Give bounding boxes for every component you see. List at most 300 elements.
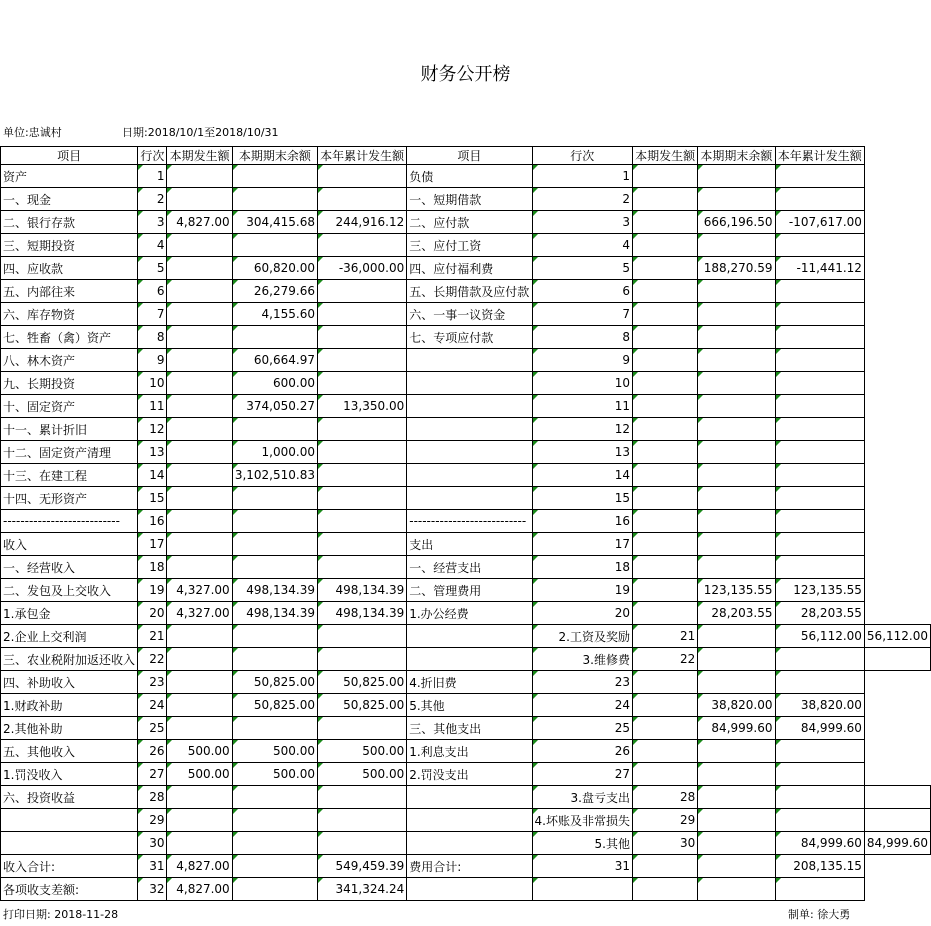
left-ytd-amount-cell xyxy=(317,280,406,303)
left-item-cell: 四、应收款 xyxy=(1,257,138,280)
right-row-no-cell: 4 xyxy=(532,234,632,257)
left-ending-balance-cell xyxy=(232,717,317,740)
right-ending-balance-cell: 666,196.50 xyxy=(698,211,775,234)
right-item-cell: 56,112.00 xyxy=(864,625,930,648)
left-item-cell: 2.企业上交利润 xyxy=(1,625,138,648)
right-current-amount-cell xyxy=(632,763,697,786)
left-ytd-amount-cell xyxy=(317,533,406,556)
left-ending-balance-cell: 60,820.00 xyxy=(232,257,317,280)
left-ending-balance-cell xyxy=(232,510,317,533)
left-ytd-amount-cell xyxy=(317,349,406,372)
right-row-no-cell: 11 xyxy=(532,395,632,418)
right-ytd-amount-cell xyxy=(775,188,864,211)
column-header: 本期期末余额 xyxy=(232,147,317,165)
table-row xyxy=(1,418,931,441)
left-current-amount-cell xyxy=(167,395,232,418)
date-label: 日期: xyxy=(122,126,148,139)
right-current-amount-cell xyxy=(632,740,697,763)
left-row-no-cell: 6 xyxy=(138,280,167,303)
right-item-cell: 1.利息支出 xyxy=(407,740,532,763)
right-row-no-cell: 10 xyxy=(532,372,632,395)
right-current-amount-cell: 30 xyxy=(632,832,697,855)
left-current-amount-cell xyxy=(167,556,232,579)
left-ytd-amount-cell xyxy=(317,510,406,533)
right-current-amount-cell xyxy=(632,234,697,257)
left-row-no-cell: 5 xyxy=(138,257,167,280)
column-header: 项目 xyxy=(407,147,532,165)
right-current-amount-cell xyxy=(632,602,697,625)
left-item-cell: 十二、固定资产清理 xyxy=(1,441,138,464)
right-ending-balance-cell xyxy=(698,809,775,832)
right-current-amount-cell: 21 xyxy=(632,625,697,648)
left-row-no-cell: 27 xyxy=(138,763,167,786)
right-ending-balance-cell xyxy=(698,418,775,441)
right-row-no-cell: 17 xyxy=(532,533,632,556)
left-ytd-amount-cell: 341,324.24 xyxy=(317,878,406,901)
table-row xyxy=(1,326,931,349)
right-item-cell: 一、经营支出 xyxy=(407,556,532,579)
left-item-cell: 二、发包及上交收入 xyxy=(1,579,138,602)
left-current-amount-cell xyxy=(167,303,232,326)
left-item-cell: --------------------------- xyxy=(1,510,138,533)
table-row xyxy=(1,625,931,648)
left-ending-balance-cell xyxy=(232,855,317,878)
left-ytd-amount-cell xyxy=(317,234,406,257)
right-ending-balance-cell xyxy=(698,303,775,326)
left-row-no-cell: 16 xyxy=(138,510,167,533)
right-current-amount-cell xyxy=(632,326,697,349)
right-row-no-cell: 3.盘亏支出 xyxy=(532,786,632,809)
right-current-amount-cell xyxy=(632,510,697,533)
right-ytd-amount-cell: 84,999.60 xyxy=(775,717,864,740)
left-ending-balance-cell xyxy=(232,625,317,648)
table-row xyxy=(1,234,931,257)
right-current-amount-cell xyxy=(632,671,697,694)
right-ending-balance-cell xyxy=(698,625,775,648)
left-ending-balance-cell: 3,102,510.83 xyxy=(232,464,317,487)
right-row-no-cell: 9 xyxy=(532,349,632,372)
left-ytd-amount-cell: 244,916.12 xyxy=(317,211,406,234)
right-row-no-cell xyxy=(532,878,632,901)
right-ytd-amount-cell xyxy=(775,809,864,832)
right-ytd-amount-cell: -107,617.00 xyxy=(775,211,864,234)
right-ytd-amount-cell xyxy=(775,372,864,395)
left-item-cell: 各项收支差额: xyxy=(1,878,138,901)
left-row-no-cell: 31 xyxy=(138,855,167,878)
right-row-no-cell: 25 xyxy=(532,717,632,740)
left-ending-balance-cell xyxy=(232,786,317,809)
right-item-cell: 1.办公经费 xyxy=(407,602,532,625)
left-item-cell: 六、投资收益 xyxy=(1,786,138,809)
left-ytd-amount-cell xyxy=(317,188,406,211)
right-current-amount-cell xyxy=(632,418,697,441)
right-current-amount-cell xyxy=(632,349,697,372)
right-row-no-cell: 14 xyxy=(532,464,632,487)
left-row-no-cell: 28 xyxy=(138,786,167,809)
left-ytd-amount-cell xyxy=(317,832,406,855)
left-ending-balance-cell: 374,050.27 xyxy=(232,395,317,418)
column-header: 项目 xyxy=(1,147,138,165)
table-row xyxy=(1,372,931,395)
unit-info xyxy=(3,124,62,140)
left-item-cell: 一、现金 xyxy=(1,188,138,211)
left-current-amount-cell xyxy=(167,625,232,648)
left-item-cell: 1.罚没收入 xyxy=(1,763,138,786)
left-ytd-amount-cell: 500.00 xyxy=(317,740,406,763)
table-row xyxy=(1,671,931,694)
right-ending-balance-cell xyxy=(698,441,775,464)
left-row-no-cell: 30 xyxy=(138,832,167,855)
right-ytd-amount-cell: 56,112.00 xyxy=(775,625,864,648)
right-ytd-amount-cell xyxy=(775,487,864,510)
right-ytd-amount-cell xyxy=(775,740,864,763)
left-ytd-amount-cell xyxy=(317,786,406,809)
left-current-amount-cell xyxy=(167,165,232,188)
right-row-no-cell: 2.工资及奖励 xyxy=(532,625,632,648)
left-row-no-cell: 13 xyxy=(138,441,167,464)
table-row xyxy=(1,556,931,579)
table-row xyxy=(1,211,931,234)
maker xyxy=(788,906,850,922)
right-ending-balance-cell xyxy=(698,280,775,303)
right-item-cell: 二、管理费用 xyxy=(407,579,532,602)
right-ytd-amount-cell: 208,135.15 xyxy=(775,855,864,878)
right-ytd-amount-cell xyxy=(775,418,864,441)
left-item-cell: 八、林木资产 xyxy=(1,349,138,372)
right-ytd-amount-cell: 84,999.60 xyxy=(775,832,864,855)
left-row-no-cell: 17 xyxy=(138,533,167,556)
column-header: 本期期末余额 xyxy=(698,147,775,165)
left-row-no-cell: 8 xyxy=(138,326,167,349)
right-ytd-amount-cell xyxy=(775,280,864,303)
left-ending-balance-cell xyxy=(232,418,317,441)
left-current-amount-cell xyxy=(167,717,232,740)
right-current-amount-cell xyxy=(632,303,697,326)
left-current-amount-cell xyxy=(167,257,232,280)
right-item-cell xyxy=(407,349,532,372)
page-title: 财务公开榜 xyxy=(420,64,511,85)
left-ending-balance-cell xyxy=(232,326,317,349)
right-ending-balance-cell xyxy=(698,165,775,188)
left-current-amount-cell: 4,827.00 xyxy=(167,855,232,878)
table-row xyxy=(1,533,931,556)
right-item-cell xyxy=(407,878,532,901)
left-ending-balance-cell: 60,664.97 xyxy=(232,349,317,372)
print-date-value: 2018-11-28 xyxy=(54,908,119,921)
left-item-cell: 三、短期投资 xyxy=(1,234,138,257)
left-item-cell: 1.承包金 xyxy=(1,602,138,625)
right-item-cell: --------------------------- xyxy=(407,510,532,533)
right-current-amount-cell xyxy=(632,280,697,303)
right-ending-balance-cell xyxy=(698,648,775,671)
left-current-amount-cell xyxy=(167,510,232,533)
left-ytd-amount-cell xyxy=(317,556,406,579)
right-current-amount-cell xyxy=(632,579,697,602)
maker-value: 徐大勇 xyxy=(817,908,851,921)
right-row-no-cell: 6 xyxy=(532,280,632,303)
right-row-no-cell: 27 xyxy=(532,763,632,786)
print-date-label: 打印日期: xyxy=(3,908,51,921)
left-ytd-amount-cell xyxy=(317,165,406,188)
left-ytd-amount-cell xyxy=(317,717,406,740)
right-ytd-amount-cell: 28,203.55 xyxy=(775,602,864,625)
right-row-no-cell: 18 xyxy=(532,556,632,579)
left-ending-balance-cell: 304,415.68 xyxy=(232,211,317,234)
table-row xyxy=(1,855,931,878)
left-current-amount-cell xyxy=(167,188,232,211)
right-current-amount-cell xyxy=(632,165,697,188)
left-ending-balance-cell: 498,134.39 xyxy=(232,602,317,625)
right-current-amount-cell xyxy=(632,464,697,487)
table-row xyxy=(1,878,931,901)
left-ytd-amount-cell: -36,000.00 xyxy=(317,257,406,280)
right-current-amount-cell xyxy=(632,487,697,510)
left-ending-balance-cell xyxy=(232,648,317,671)
left-ending-balance-cell: 1,000.00 xyxy=(232,441,317,464)
right-current-amount-cell: 22 xyxy=(632,648,697,671)
left-current-amount-cell: 4,327.00 xyxy=(167,579,232,602)
right-row-no-cell: 3 xyxy=(532,211,632,234)
left-row-no-cell: 24 xyxy=(138,694,167,717)
left-ytd-amount-cell: 50,825.00 xyxy=(317,671,406,694)
left-current-amount-cell: 500.00 xyxy=(167,740,232,763)
left-current-amount-cell: 4,827.00 xyxy=(167,211,232,234)
left-ending-balance-cell xyxy=(232,234,317,257)
right-row-no-cell: 12 xyxy=(532,418,632,441)
left-item-cell: 五、内部往来 xyxy=(1,280,138,303)
right-item-cell: 5.其他 xyxy=(407,694,532,717)
left-row-no-cell: 29 xyxy=(138,809,167,832)
right-ending-balance-cell xyxy=(698,395,775,418)
left-row-no-cell: 10 xyxy=(138,372,167,395)
date-value: 2018/10/1至2018/10/31 xyxy=(147,126,279,139)
left-current-amount-cell xyxy=(167,349,232,372)
right-item-cell: 2.罚没支出 xyxy=(407,763,532,786)
right-ending-balance-cell: 38,820.00 xyxy=(698,694,775,717)
right-item-cell xyxy=(864,648,930,671)
table-row xyxy=(1,694,931,717)
right-ending-balance-cell xyxy=(698,855,775,878)
left-ytd-amount-cell xyxy=(317,418,406,441)
column-header: 行次 xyxy=(532,147,632,165)
left-item-cell: 九、长期投资 xyxy=(1,372,138,395)
right-item-cell xyxy=(407,372,532,395)
right-ending-balance-cell xyxy=(698,326,775,349)
right-current-amount-cell xyxy=(632,556,697,579)
left-current-amount-cell xyxy=(167,809,232,832)
left-row-no-cell: 18 xyxy=(138,556,167,579)
left-item-cell: 四、补助收入 xyxy=(1,671,138,694)
right-item-cell: 一、短期借款 xyxy=(407,188,532,211)
left-item-cell: 七、牲畜（禽）资产 xyxy=(1,326,138,349)
date-info xyxy=(122,124,279,140)
maker-label: 制单: xyxy=(788,908,814,921)
right-ytd-amount-cell xyxy=(775,464,864,487)
left-row-no-cell: 3 xyxy=(138,211,167,234)
column-header: 本年累计发生额 xyxy=(775,147,864,165)
left-current-amount-cell xyxy=(167,280,232,303)
right-current-amount-cell xyxy=(632,533,697,556)
right-current-amount-cell xyxy=(632,694,697,717)
right-item-cell xyxy=(407,441,532,464)
right-ending-balance-cell xyxy=(698,510,775,533)
left-row-no-cell: 20 xyxy=(138,602,167,625)
left-row-no-cell: 25 xyxy=(138,717,167,740)
right-item-cell xyxy=(407,809,532,832)
right-current-amount-cell xyxy=(632,211,697,234)
left-ytd-amount-cell xyxy=(317,303,406,326)
column-header: 本期发生额 xyxy=(167,147,232,165)
left-current-amount-cell xyxy=(167,234,232,257)
left-ytd-amount-cell xyxy=(317,487,406,510)
right-ytd-amount-cell xyxy=(775,786,864,809)
left-ending-balance-cell xyxy=(232,165,317,188)
table-row xyxy=(1,786,931,809)
right-row-no-cell: 8 xyxy=(532,326,632,349)
left-ytd-amount-cell: 13,350.00 xyxy=(317,395,406,418)
right-ending-balance-cell xyxy=(698,763,775,786)
left-row-no-cell: 26 xyxy=(138,740,167,763)
left-current-amount-cell xyxy=(167,671,232,694)
left-item-cell: 1.财政补助 xyxy=(1,694,138,717)
table-row xyxy=(1,763,931,786)
right-ytd-amount-cell: -11,441.12 xyxy=(775,257,864,280)
right-item-cell: 六、一事一议资金 xyxy=(407,303,532,326)
left-current-amount-cell xyxy=(167,533,232,556)
right-ytd-amount-cell xyxy=(775,556,864,579)
right-item-cell xyxy=(407,418,532,441)
column-header: 行次 xyxy=(138,147,167,165)
left-ytd-amount-cell xyxy=(317,441,406,464)
left-ytd-amount-cell: 498,134.39 xyxy=(317,579,406,602)
right-current-amount-cell xyxy=(632,441,697,464)
right-ending-balance-cell: 84,999.60 xyxy=(698,717,775,740)
table-row xyxy=(1,487,931,510)
left-current-amount-cell xyxy=(167,464,232,487)
right-current-amount-cell xyxy=(632,257,697,280)
left-row-no-cell: 22 xyxy=(138,648,167,671)
left-ytd-amount-cell: 500.00 xyxy=(317,763,406,786)
right-item-cell: 三、应付工资 xyxy=(407,234,532,257)
table-row xyxy=(1,464,931,487)
left-current-amount-cell xyxy=(167,441,232,464)
right-current-amount-cell xyxy=(632,717,697,740)
right-item-cell: 三、其他支出 xyxy=(407,717,532,740)
right-current-amount-cell xyxy=(632,855,697,878)
left-ytd-amount-cell xyxy=(317,809,406,832)
right-row-no-cell: 23 xyxy=(532,671,632,694)
left-row-no-cell: 7 xyxy=(138,303,167,326)
table-row xyxy=(1,740,931,763)
right-item-cell: 负债 xyxy=(407,165,532,188)
left-ending-balance-cell: 4,155.60 xyxy=(232,303,317,326)
right-item-cell: 84,999.60 xyxy=(864,832,930,855)
left-ending-balance-cell xyxy=(232,188,317,211)
left-item-cell: 二、银行存款 xyxy=(1,211,138,234)
right-item-cell xyxy=(864,809,930,832)
left-row-no-cell: 12 xyxy=(138,418,167,441)
left-current-amount-cell xyxy=(167,418,232,441)
left-item-cell: 收入合计: xyxy=(1,855,138,878)
table-row xyxy=(1,303,931,326)
right-ending-balance-cell xyxy=(698,487,775,510)
right-ytd-amount-cell xyxy=(775,326,864,349)
left-ytd-amount-cell: 498,134.39 xyxy=(317,602,406,625)
right-item-cell xyxy=(864,786,930,809)
left-current-amount-cell: 4,327.00 xyxy=(167,602,232,625)
table-row xyxy=(1,648,931,671)
left-ending-balance-cell: 498,134.39 xyxy=(232,579,317,602)
left-row-no-cell: 15 xyxy=(138,487,167,510)
left-ending-balance-cell xyxy=(232,832,317,855)
unit-label: 单位: xyxy=(3,126,29,139)
left-ytd-amount-cell: 549,459.39 xyxy=(317,855,406,878)
table-row xyxy=(1,832,931,855)
left-item-cell xyxy=(1,832,138,855)
left-current-amount-cell xyxy=(167,694,232,717)
left-item-cell xyxy=(1,809,138,832)
table-row xyxy=(1,165,931,188)
right-ytd-amount-cell xyxy=(775,303,864,326)
table-row xyxy=(1,395,931,418)
left-item-cell: 十四、无形资产 xyxy=(1,487,138,510)
right-row-no-cell: 4.坏账及非常损失 xyxy=(532,809,632,832)
left-item-cell: 一、经营收入 xyxy=(1,556,138,579)
left-ending-balance-cell xyxy=(232,878,317,901)
right-ytd-amount-cell: 38,820.00 xyxy=(775,694,864,717)
right-item-cell: 4.折旧费 xyxy=(407,671,532,694)
left-row-no-cell: 21 xyxy=(138,625,167,648)
left-item-cell: 六、库存物资 xyxy=(1,303,138,326)
table-row xyxy=(1,257,931,280)
left-current-amount-cell xyxy=(167,786,232,809)
column-header: 本年累计发生额 xyxy=(317,147,406,165)
right-item-cell xyxy=(407,832,532,855)
right-ending-balance-cell: 28,203.55 xyxy=(698,602,775,625)
right-row-no-cell: 5.其他 xyxy=(532,832,632,855)
right-ending-balance-cell xyxy=(698,533,775,556)
left-row-no-cell: 19 xyxy=(138,579,167,602)
left-ytd-amount-cell xyxy=(317,648,406,671)
right-ending-balance-cell xyxy=(698,878,775,901)
left-item-cell: 十一、累计折旧 xyxy=(1,418,138,441)
left-row-no-cell: 32 xyxy=(138,878,167,901)
table-row xyxy=(1,280,931,303)
right-ending-balance-cell xyxy=(698,786,775,809)
right-ytd-amount-cell xyxy=(775,165,864,188)
column-header: 本期发生额 xyxy=(632,147,697,165)
left-item-cell: 三、农业税附加返还收入 xyxy=(1,648,138,671)
right-current-amount-cell xyxy=(632,372,697,395)
left-current-amount-cell: 4,827.00 xyxy=(167,878,232,901)
right-row-no-cell: 16 xyxy=(532,510,632,533)
right-ending-balance-cell xyxy=(698,740,775,763)
right-ytd-amount-cell xyxy=(775,763,864,786)
right-ytd-amount-cell xyxy=(775,533,864,556)
table-row xyxy=(1,809,931,832)
left-current-amount-cell xyxy=(167,648,232,671)
right-ytd-amount-cell: 123,135.55 xyxy=(775,579,864,602)
table-row xyxy=(1,441,931,464)
right-current-amount-cell xyxy=(632,878,697,901)
left-ending-balance-cell: 26,279.66 xyxy=(232,280,317,303)
left-item-cell: 十三、在建工程 xyxy=(1,464,138,487)
left-row-no-cell: 4 xyxy=(138,234,167,257)
left-item-cell: 2.其他补助 xyxy=(1,717,138,740)
right-item-cell: 支出 xyxy=(407,533,532,556)
left-ending-balance-cell: 500.00 xyxy=(232,740,317,763)
left-item-cell: 收入 xyxy=(1,533,138,556)
